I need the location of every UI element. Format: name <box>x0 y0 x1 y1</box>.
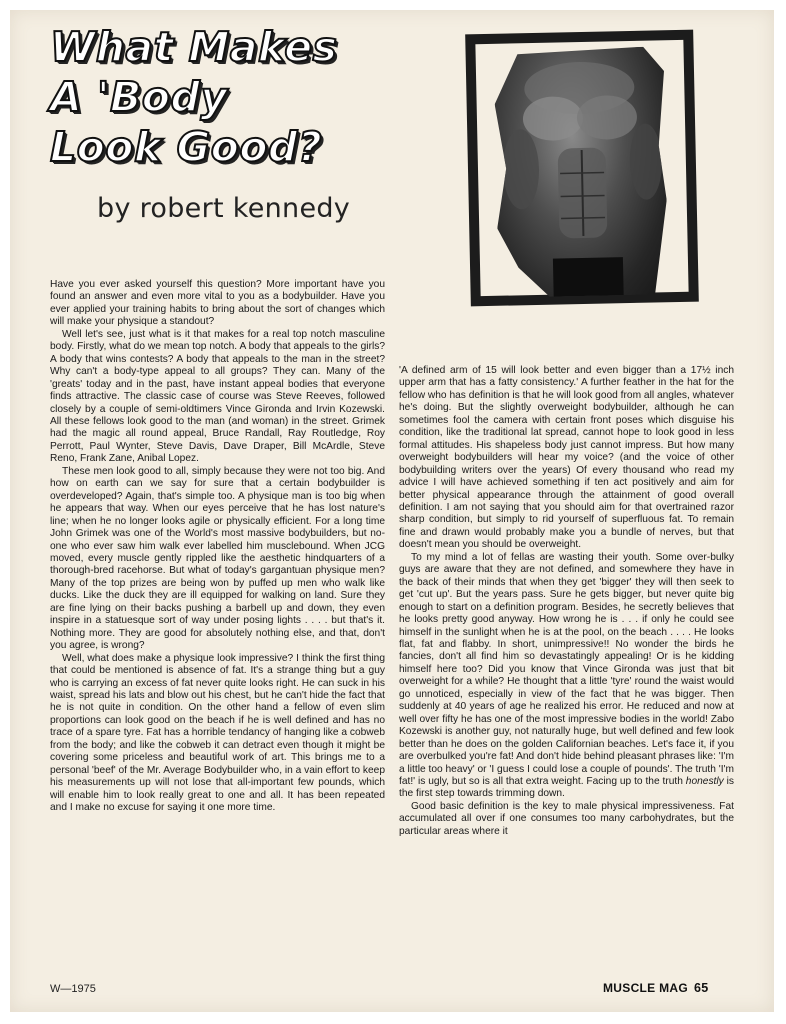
issue-date: W—1975 <box>50 983 96 995</box>
emphasis-text: honestly <box>685 775 724 787</box>
paragraph: Well let's see, just what is it that makes for a real top notch masculine body. Firstly, what do we mean top notch. A body that appeals to the girls? A body that wins contests? A body that appeals to the man in the street? Why can't a body-type appeal to all groups? They can. Many of the 'greats' today and in the past, have instant appeal bodies that everyone finds attractive. The classic case of course was Steve Reeves, followed closely by a couple of semi-oldtimers Vince Gironda and Irvin Kozewski. All these fellows look good to the man (and woman) in the street. Grimek had the magic all round appeal, Bruce Randall, Ray Routledge, Roy Perrott, Paul Wynter, Steve Davis, Dave Draper, Bill McArdle, Steve Reno, Frank Zane, Anibal Lopez. <box>50 328 385 465</box>
paragraph-text: To my mind a lot of fellas are wasting their youth. Some over-bulky guys are aware that they are not defined, and somewhere they have in the back of their minds that when they get 'bigger' they will then seek to get 'cut up'. But the years pass. Sure he gets bigger, but never quite big enough to start on a definition program. Besides, he secretly believes that he looks pretty good anyway. How wrong he is . . . if only he could see himself in the sunlight when he is at the pool, on the beach . . . . He looks flat, fat and flabby. In short, unimpressive!! No wonder the birds he fancies, don't all find him so devastatingly appealing! Or is he kidding himself here too? Did you know that Vince Gironda was just that bit overweight for a while? He thought that a little 'tyre' round the waist would go unnoticed, especially in view of the fact that he was bigger. Then suddenly at 40 years of age he realized his error. He reduced and now at well over fifty he has one of the most impressive bodies in the world! Zabo Kozewski is another guy, not naturally huge, but well defined and few look better than he does on the golden Californian beaches. Let's face it, if you are overbulked you're fat! And don't hide behind pleasant phrases like: 'I'm a little too heavy' or 'I guess I could lose a couple of pounds'. The truth 'I'm fat!' is ugly, but so is all that extra weight. Facing up to the truth <box>399 551 734 787</box>
paragraph: Have you ever asked yourself this question? More important have you found an answer and even more vital to you as a bodybuilder. Have you ever applied your training habits to bring about the sort of changes which will make your physique a standout? <box>50 279 385 328</box>
byline: by robert kennedy <box>97 193 351 224</box>
paragraph: 'A defined arm of 15 will look better and even bigger than a 17½ inch upper arm that has a fatty consistency.' A further feather in the hat for the fellow who has definition is that he will look good from all angles, whatever he's doing. But the slightly overweight bodybuilder, although he can sometimes fool the camera with certain front poses which disguise his condition, like the traditional lat spread, cannot hope to look good in less formal attitudes. His shapeless body just cannot impress. But how many overweight bodybuilders will hear my voice? (and the voice of other bodybuilding writers over the years) Of every thousand who read my advice I will have achieved something if ten act positively and aim for better physical appearance through the attainment of good overall definition. I am not saying that you should aim for that overtrained razor sharp condition, but simply to rid yourself of superfluous fat. To remain fine and drawn would probably make you a bundle of nerves, but that doesn't mean you should be overweight. <box>399 365 734 551</box>
torso-illustration <box>494 46 669 298</box>
article-column-left <box>50 279 385 814</box>
paragraph: These men look good to all, simply because they were not too big. And how on earth can we say for sure that a certain bodybuilder is overdeveloped? Again, that's simple too. A physique man is too big when he appears that way. When our eyes perceive that he has lost nature's line; when he no longer looks agile or physically efficient. For a long time John Grimek was one of the World's most massive bodybuilders, but no-one who ever saw him walk ever labelled him musclebound. When JCG moved, every muscle gently rippled like the aesthetic hindquarters of a thorough-bred racehorse. But what of today's gargantuan physique men? Many of the top prizes are being won by puffed up men who walk like ducks. Like the duck they are ill equipped for walking on land. Sure they are fine lying on their backs pushing a barbell up and down, they even inspire in a statuesque sort of way under posing lights . . . . but that's it. Nothing more. They are good for absolutely nothing else, and that, don't you agree, is wrong? <box>50 465 385 652</box>
bodybuilder-photo-frame <box>465 30 699 307</box>
paragraph: Well, what does make a physique look impressive? I think the first thing that could be mentioned is absence of fat. It's a strange thing but a guy who is carrying an excess of fat never quite looks right. He can suck in his waist, spread his lats and blow out his chest, but he can't hide the fact that he is not quite in condition. On the other hand a fellow of even slim proportions can look good on the beach if he is well defined and has no trace of a spare tyre. Fat has a horrible tendancy of hanging like a cobweb from the body; and like the cobweb it can detract even though it might be covering some priceless and beautiful work of art. This brings me to a personal 'beef' of the Mr. Average Bodybuilder who, in a vain effort to keep his measurements up will not lose that all-important few pounds, which will enable him to look really great to one and all. It has been repeated and I make no excuse for saying it one more time. <box>50 652 385 814</box>
bodybuilder-photo <box>494 46 669 298</box>
photo-border <box>475 40 688 296</box>
title-line-1: What Makes <box>50 23 338 71</box>
page-number: 65 <box>694 981 709 995</box>
article-column-right <box>399 365 734 838</box>
paragraph: Good basic definition is the key to male physical impressiveness. Fat accumulated all over if one consumes too many carbohydrates, but the particular areas where it <box>399 800 734 837</box>
magazine-name: MUSCLE MAG <box>603 981 688 995</box>
article-title <box>50 22 380 172</box>
paragraph <box>399 552 734 801</box>
title-line-3: Look Good? <box>50 123 323 171</box>
paragraph-text-end: is the first step towards trimming down. <box>399 775 734 800</box>
footer-masthead <box>603 981 709 995</box>
title-line-2: A 'Body <box>50 73 228 121</box>
